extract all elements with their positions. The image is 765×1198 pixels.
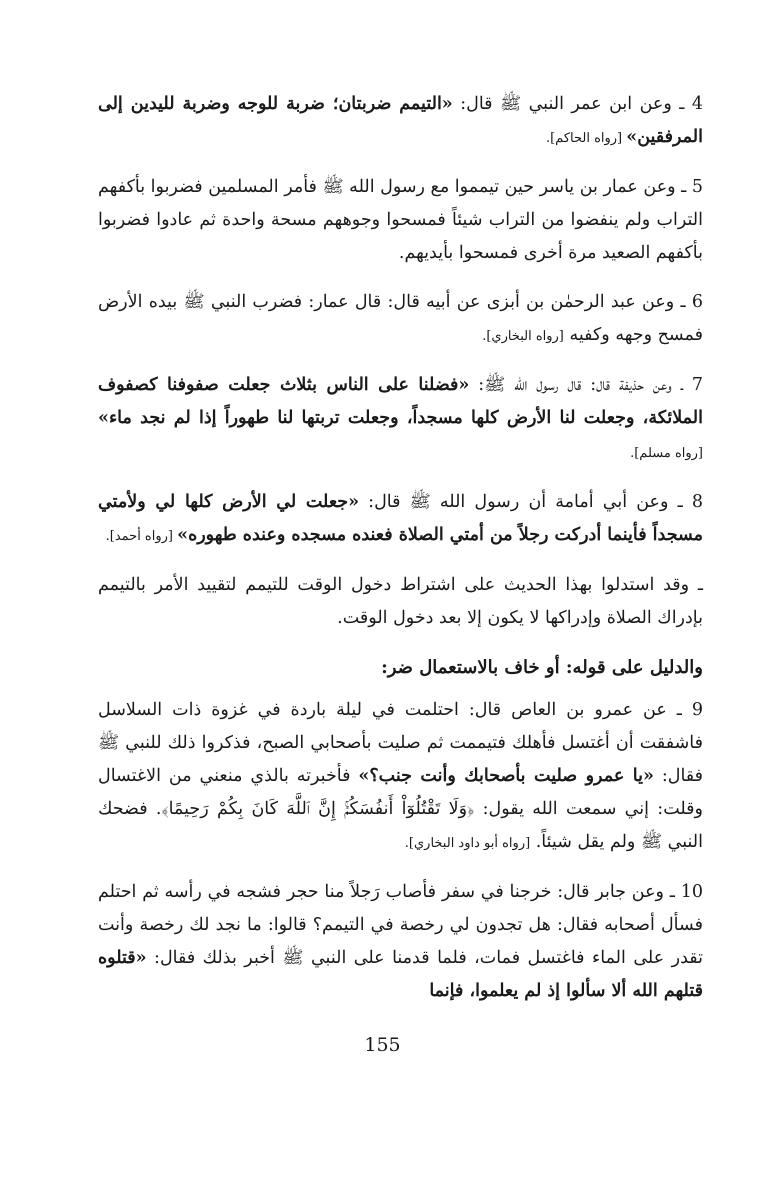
page-body xyxy=(98,88,703,1024)
hadith-quote: «فضلنا على الناس بثلاث جعلت صفوفنا كصفوف الملائكة، وجعلت لنا الأرض كلها مسجداً، وجعلت تربتها لنا طهوراً إذا لم نجد ماء» xyxy=(98,375,703,428)
paragraph-p5 xyxy=(98,171,703,270)
text-segment: ـ وقد استدلوا بهذا الحديث على اشتراط دخول الوقت للتيمم لتقييد الأمر بالتيمم بإدراك الصلاة وإدراكها لا يكون إلا بعد دخول الوقت. xyxy=(98,575,703,628)
text-segment: 9 ـ عن عمرو بن العاص قال: احتلمت في ليلة باردة في غزوة ذات السلاسل فاشفقت أن أغتسل فأهلك فتيممت ثم صليت بأصحابي الصبح، فذكروا ذلك للنبي ﷺ فقال: xyxy=(98,700,703,786)
page-number: 155 xyxy=(364,1034,401,1056)
paragraph-p8 xyxy=(98,486,703,553)
paragraph-p7 xyxy=(98,369,703,470)
paragraph-p-note xyxy=(98,569,703,635)
section-heading xyxy=(98,651,703,684)
text-segment: 4 ـ وعن ابن عمر النبي ﷺ قال: xyxy=(452,94,703,114)
paragraph-p10 xyxy=(98,876,703,1008)
text-segment: 6 ـ وعن عبد الرحمٰن بن أبزى عن أبيه قال: قال عمار: فضرب النبي ﷺ بيده الأرض فمسح وجهه وكفيه xyxy=(98,292,703,345)
hadith-quote: والدليل على قوله: أو خاف بالاستعمال ضر: xyxy=(381,657,703,678)
text-segment: فأخبرته بالذي منعني من الاغتسال وقلت: إني سمعت الله يقول: ﴿وَلَا تَقْتُلُوٓاْ أَنفُسَكُمْۚ إِنَّ ٱللَّهَ كَانَ بِكُمْ رَحِيمًا﴾. فضحك النبي ﷺ ولم يقل شيئاً. xyxy=(98,766,703,852)
citation: [رواه أحمد]. xyxy=(105,529,178,544)
paragraph-p4 xyxy=(98,88,703,155)
text-segment: 10 ـ وعن جابر قال: خرجنا في سفر فأصاب رَجلاً منا حجر فشجه في رأسه ثم احتلم فسأل أصحابه فقال: هل تجدون لي رخصة في التيمم؟ قالوا: ما نجد لك رخصة وأنت تقدر على الماء فاغتسل فمات، فلما قدمنا على النبي ﷺ أخبر بذلك فقال: xyxy=(98,882,703,968)
citation: [رواه أبو داود البخاري]. xyxy=(404,836,531,851)
hadith-quote: «يا عمرو صليت بأصحابك وأنت جنب؟» xyxy=(358,766,654,786)
text-segment: 5 ـ وعن عمار بن ياسر حين تيمموا مع رسول الله ﷺ فأمر المسلمين فضربوا بأكفهم التراب ولم ينفضوا من التراب شيئاً فمسحوا وجوههم مسحة واحدة ثم عادوا فضربوا بأكفهم الصعيد مرة أخرى فمسحوا بأيديهم. xyxy=(98,177,703,263)
citation: [رواه مسلم]. xyxy=(630,446,703,461)
hadith-quote: «التيمم ضربتان؛ ضربة للوجه وضربة لليدين إلى المرفقين» xyxy=(98,94,703,147)
citation: [رواه الحاكم]. xyxy=(545,131,627,146)
citation: [رواه البخاري]. xyxy=(482,329,564,344)
paragraph-p9 xyxy=(98,694,703,860)
hadith-quote: «قتلوه قتلهم الله ألا سألوا إذ لم يعلموا، فإنما xyxy=(98,948,703,1001)
text-segment: 7 ـ وعن حذيفة قال: قال رسول الله ﷺ: xyxy=(469,375,703,395)
paragraph-p6 xyxy=(98,286,703,353)
hadith-quote: «جعلت لي الأرض كلها لي ولأمتي مسجداً فأينما أدركت رجلاً من أمتي الصلاة فعنده مسجده وعنده طهوره» xyxy=(98,492,703,545)
text-segment: 8 ـ وعن أبي أمامة أن رسول الله ﷺ قال: xyxy=(359,492,703,512)
